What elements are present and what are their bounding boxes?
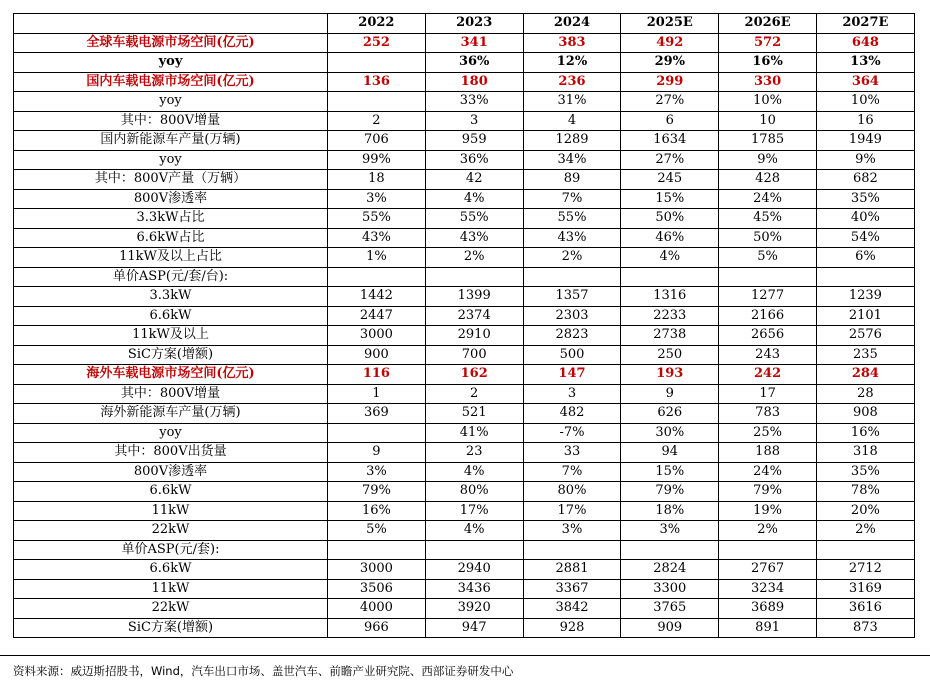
value-cell: 330 <box>719 72 817 92</box>
table-row <box>14 462 915 482</box>
value-cell: 4% <box>425 521 523 541</box>
value-cell: 783 <box>719 404 817 424</box>
row-label-cell: yoy <box>14 423 328 443</box>
value-cell: 3765 <box>621 599 719 619</box>
row-label-cell: 22kW <box>14 521 328 541</box>
value-cell: 40% <box>816 209 914 229</box>
value-cell <box>719 540 817 560</box>
row-label-cell: yoy <box>14 53 328 73</box>
value-cell: 500 <box>523 345 621 365</box>
value-cell: 243 <box>719 345 817 365</box>
row-label-cell: 800V渗透率 <box>14 462 328 482</box>
value-cell: 3 <box>425 111 523 131</box>
value-cell: 235 <box>816 345 914 365</box>
table-row <box>14 150 915 170</box>
value-cell: 15% <box>621 462 719 482</box>
value-cell: 891 <box>719 618 817 638</box>
value-cell: 50% <box>621 209 719 229</box>
value-cell: 80% <box>523 482 621 502</box>
row-label-cell: 800V渗透率 <box>14 189 328 209</box>
value-cell: 30% <box>621 423 719 443</box>
value-cell: 318 <box>816 443 914 463</box>
header-cell: 2027E <box>816 14 914 34</box>
value-cell: 3169 <box>816 579 914 599</box>
row-label-cell: SiC方案(增额) <box>14 618 328 638</box>
value-cell: 12% <box>523 53 621 73</box>
table-row <box>14 521 915 541</box>
value-cell: 89 <box>523 170 621 190</box>
value-cell: 3000 <box>328 560 426 580</box>
row-label-cell: 3.3kW <box>14 287 328 307</box>
value-cell: 50% <box>719 228 817 248</box>
value-cell: 3% <box>523 521 621 541</box>
value-cell: 521 <box>425 404 523 424</box>
value-cell: 1785 <box>719 131 817 151</box>
value-cell: 29% <box>621 53 719 73</box>
value-cell: 99% <box>328 150 426 170</box>
value-cell: 3616 <box>816 599 914 619</box>
table-row <box>14 443 915 463</box>
value-cell: 79% <box>719 482 817 502</box>
value-cell: 2303 <box>523 306 621 326</box>
value-cell: 245 <box>621 170 719 190</box>
table-row <box>14 423 915 443</box>
value-cell <box>816 267 914 287</box>
value-cell: 13% <box>816 53 914 73</box>
value-cell: 1634 <box>621 131 719 151</box>
row-label-cell: 22kW <box>14 599 328 619</box>
value-cell: 682 <box>816 170 914 190</box>
row-label-cell: 其中：800V出货量 <box>14 443 328 463</box>
market-table <box>13 13 915 638</box>
value-cell: 3367 <box>523 579 621 599</box>
row-label-cell: 11kW <box>14 579 328 599</box>
value-cell: 1442 <box>328 287 426 307</box>
value-cell: 383 <box>523 33 621 53</box>
value-cell: -7% <box>523 423 621 443</box>
value-cell: 55% <box>425 209 523 229</box>
value-cell: 15% <box>621 189 719 209</box>
value-cell: 428 <box>719 170 817 190</box>
value-cell: 35% <box>816 462 914 482</box>
row-label-cell: 6.6kW占比 <box>14 228 328 248</box>
table-row <box>14 306 915 326</box>
value-cell: 4% <box>425 462 523 482</box>
table-row <box>14 326 915 346</box>
table-row <box>14 267 915 287</box>
value-cell: 5% <box>719 248 817 268</box>
value-cell: 928 <box>523 618 621 638</box>
value-cell: 180 <box>425 72 523 92</box>
value-cell: 54% <box>816 228 914 248</box>
value-cell: 16% <box>719 53 817 73</box>
value-cell: 2% <box>719 521 817 541</box>
value-cell: 55% <box>523 209 621 229</box>
value-cell <box>523 540 621 560</box>
value-cell: 1289 <box>523 131 621 151</box>
table-row <box>14 228 915 248</box>
value-cell: 299 <box>621 72 719 92</box>
row-label-cell: 全球车载电源市场空间(亿元) <box>14 33 328 53</box>
value-cell: 31% <box>523 92 621 112</box>
table-row <box>14 501 915 521</box>
value-cell: 2656 <box>719 326 817 346</box>
value-cell <box>621 267 719 287</box>
value-cell: 7% <box>523 462 621 482</box>
value-cell: 2910 <box>425 326 523 346</box>
value-cell: 46% <box>621 228 719 248</box>
value-cell: 79% <box>328 482 426 502</box>
value-cell: 706 <box>328 131 426 151</box>
value-cell: 3506 <box>328 579 426 599</box>
value-cell: 17% <box>523 501 621 521</box>
table-row <box>14 131 915 151</box>
value-cell: 136 <box>328 72 426 92</box>
value-cell: 2374 <box>425 306 523 326</box>
row-label-cell: yoy <box>14 92 328 112</box>
value-cell: 4% <box>621 248 719 268</box>
value-cell: 5% <box>328 521 426 541</box>
value-cell: 17 <box>719 384 817 404</box>
value-cell: 1399 <box>425 287 523 307</box>
value-cell: 10% <box>719 92 817 112</box>
value-cell: 188 <box>719 443 817 463</box>
value-cell: 959 <box>425 131 523 151</box>
value-cell: 2101 <box>816 306 914 326</box>
value-cell: 3689 <box>719 599 817 619</box>
row-label-cell: 海外新能源车产量(万辆) <box>14 404 328 424</box>
value-cell: 79% <box>621 482 719 502</box>
value-cell: 341 <box>425 33 523 53</box>
table-row <box>14 482 915 502</box>
row-label-cell: 3.3kW占比 <box>14 209 328 229</box>
value-cell <box>328 423 426 443</box>
table-row <box>14 248 915 268</box>
value-cell <box>523 267 621 287</box>
value-cell: 80% <box>425 482 523 502</box>
value-cell: 252 <box>328 33 426 53</box>
value-cell <box>328 53 426 73</box>
value-cell: 6 <box>621 111 719 131</box>
value-cell: 2824 <box>621 560 719 580</box>
row-label-cell: 其中：800V增量 <box>14 384 328 404</box>
value-cell: 18 <box>328 170 426 190</box>
value-cell: 4000 <box>328 599 426 619</box>
value-cell: 947 <box>425 618 523 638</box>
header-cell <box>14 14 328 34</box>
value-cell <box>816 540 914 560</box>
value-cell: 36% <box>425 150 523 170</box>
value-cell: 9 <box>621 384 719 404</box>
value-cell: 1949 <box>816 131 914 151</box>
value-cell: 10% <box>816 92 914 112</box>
value-cell: 2% <box>425 248 523 268</box>
value-cell: 900 <box>328 345 426 365</box>
value-cell: 966 <box>328 618 426 638</box>
value-cell: 19% <box>719 501 817 521</box>
row-label-cell: 单价ASP(元/套/台): <box>14 267 328 287</box>
value-cell: 1% <box>328 248 426 268</box>
value-cell <box>328 92 426 112</box>
value-cell: 41% <box>425 423 523 443</box>
value-cell: 482 <box>523 404 621 424</box>
value-cell: 27% <box>621 92 719 112</box>
value-cell: 2447 <box>328 306 426 326</box>
table-row <box>14 92 915 112</box>
value-cell: 2233 <box>621 306 719 326</box>
source-note: 资料来源：威迈斯招股书，Wind，汽车出口市场、盖世汽车、前瞻产业研究院、西部证券研发中心 <box>13 664 514 678</box>
row-label-cell: 6.6kW <box>14 560 328 580</box>
value-cell: 2738 <box>621 326 719 346</box>
value-cell: 43% <box>523 228 621 248</box>
value-cell: 162 <box>425 365 523 385</box>
value-cell: 284 <box>816 365 914 385</box>
value-cell: 3920 <box>425 599 523 619</box>
value-cell: 45% <box>719 209 817 229</box>
value-cell: 43% <box>425 228 523 248</box>
value-cell: 35% <box>816 189 914 209</box>
value-cell: 9% <box>719 150 817 170</box>
value-cell: 700 <box>425 345 523 365</box>
value-cell: 4 <box>523 111 621 131</box>
table-row <box>14 53 915 73</box>
value-cell: 147 <box>523 365 621 385</box>
value-cell <box>621 540 719 560</box>
value-cell: 20% <box>816 501 914 521</box>
row-label-cell: 国内车载电源市场空间(亿元) <box>14 72 328 92</box>
value-cell: 2940 <box>425 560 523 580</box>
table-row <box>14 170 915 190</box>
value-cell: 55% <box>328 209 426 229</box>
header-cell: 2024 <box>523 14 621 34</box>
table-row <box>14 72 915 92</box>
value-cell: 1239 <box>816 287 914 307</box>
value-cell: 2576 <box>816 326 914 346</box>
value-cell: 23 <box>425 443 523 463</box>
value-cell: 42 <box>425 170 523 190</box>
value-cell <box>719 267 817 287</box>
table-row <box>14 365 915 385</box>
value-cell: 24% <box>719 462 817 482</box>
value-cell: 2 <box>328 111 426 131</box>
table-row <box>14 599 915 619</box>
row-label-cell: 海外车载电源市场空间(亿元) <box>14 365 328 385</box>
value-cell: 28 <box>816 384 914 404</box>
value-cell: 3436 <box>425 579 523 599</box>
value-cell: 16 <box>816 111 914 131</box>
value-cell: 116 <box>328 365 426 385</box>
table-row <box>14 189 915 209</box>
value-cell: 9 <box>328 443 426 463</box>
table-row <box>14 33 915 53</box>
value-cell: 4% <box>425 189 523 209</box>
value-cell: 24% <box>719 189 817 209</box>
row-label-cell: 11kW及以上占比 <box>14 248 328 268</box>
table-row <box>14 618 915 638</box>
header-cell: 2023 <box>425 14 523 34</box>
value-cell: 492 <box>621 33 719 53</box>
value-cell: 2% <box>816 521 914 541</box>
row-label-cell: 其中：800V增量 <box>14 111 328 131</box>
value-cell: 3842 <box>523 599 621 619</box>
value-cell: 193 <box>621 365 719 385</box>
value-cell: 10 <box>719 111 817 131</box>
table-row <box>14 560 915 580</box>
value-cell: 3 <box>523 384 621 404</box>
value-cell: 908 <box>816 404 914 424</box>
value-cell: 242 <box>719 365 817 385</box>
header-row <box>14 14 915 34</box>
value-cell: 364 <box>816 72 914 92</box>
value-cell: 1 <box>328 384 426 404</box>
row-label-cell: 11kW及以上 <box>14 326 328 346</box>
value-cell: 34% <box>523 150 621 170</box>
value-cell: 369 <box>328 404 426 424</box>
table-row <box>14 111 915 131</box>
value-cell: 572 <box>719 33 817 53</box>
value-cell: 16% <box>328 501 426 521</box>
value-cell: 33 <box>523 443 621 463</box>
table-row <box>14 579 915 599</box>
value-cell: 3300 <box>621 579 719 599</box>
row-label-cell: yoy <box>14 150 328 170</box>
value-cell: 3% <box>621 521 719 541</box>
header-cell: 2022 <box>328 14 426 34</box>
table-row <box>14 287 915 307</box>
table-row <box>14 345 915 365</box>
table-row <box>14 384 915 404</box>
value-cell: 18% <box>621 501 719 521</box>
value-cell: 16% <box>816 423 914 443</box>
value-cell: 33% <box>425 92 523 112</box>
value-cell: 1316 <box>621 287 719 307</box>
value-cell: 17% <box>425 501 523 521</box>
value-cell: 43% <box>328 228 426 248</box>
value-cell: 9% <box>816 150 914 170</box>
row-label-cell: 6.6kW <box>14 482 328 502</box>
value-cell: 2 <box>425 384 523 404</box>
value-cell <box>425 540 523 560</box>
value-cell: 250 <box>621 345 719 365</box>
value-cell: 1357 <box>523 287 621 307</box>
table-row <box>14 540 915 560</box>
value-cell: 873 <box>816 618 914 638</box>
value-cell: 3000 <box>328 326 426 346</box>
table-body <box>14 33 915 638</box>
row-label-cell: SiC方案(增额) <box>14 345 328 365</box>
row-label-cell: 11kW <box>14 501 328 521</box>
table-row <box>14 404 915 424</box>
value-cell: 78% <box>816 482 914 502</box>
footer-rule <box>0 655 930 656</box>
value-cell <box>328 267 426 287</box>
value-cell: 2767 <box>719 560 817 580</box>
value-cell: 626 <box>621 404 719 424</box>
value-cell: 2% <box>523 248 621 268</box>
row-label-cell: 单价ASP(元/套): <box>14 540 328 560</box>
value-cell: 3234 <box>719 579 817 599</box>
value-cell: 2712 <box>816 560 914 580</box>
value-cell: 36% <box>425 53 523 73</box>
value-cell: 7% <box>523 189 621 209</box>
header-cell: 2026E <box>719 14 817 34</box>
value-cell <box>425 267 523 287</box>
value-cell: 27% <box>621 150 719 170</box>
value-cell: 1277 <box>719 287 817 307</box>
table-row <box>14 209 915 229</box>
row-label-cell: 国内新能源车产量(万辆) <box>14 131 328 151</box>
header-cell: 2025E <box>621 14 719 34</box>
value-cell <box>328 540 426 560</box>
value-cell: 648 <box>816 33 914 53</box>
value-cell: 2881 <box>523 560 621 580</box>
value-cell: 236 <box>523 72 621 92</box>
value-cell: 3% <box>328 462 426 482</box>
value-cell: 2823 <box>523 326 621 346</box>
row-label-cell: 其中：800V产量（万辆） <box>14 170 328 190</box>
value-cell: 94 <box>621 443 719 463</box>
value-cell: 2166 <box>719 306 817 326</box>
value-cell: 909 <box>621 618 719 638</box>
row-label-cell: 6.6kW <box>14 306 328 326</box>
value-cell: 6% <box>816 248 914 268</box>
value-cell: 3% <box>328 189 426 209</box>
value-cell: 25% <box>719 423 817 443</box>
